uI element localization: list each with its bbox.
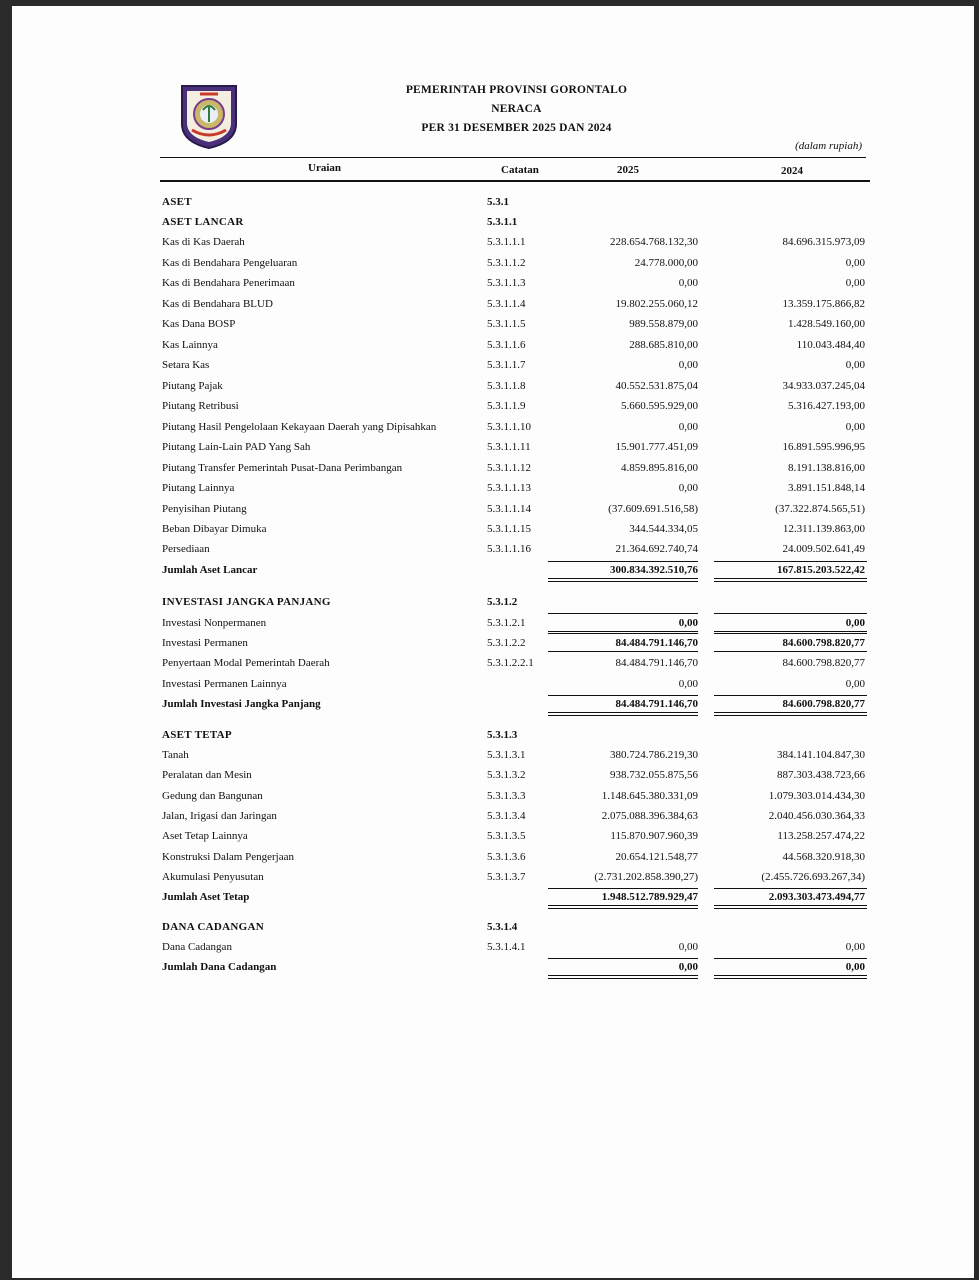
row-note-ref: 5.3.1.2.2.1 bbox=[487, 657, 534, 669]
row-note-ref: 5.3.1.1.14 bbox=[487, 503, 531, 515]
table-row bbox=[0, 462, 979, 478]
table-row bbox=[0, 441, 979, 457]
row-label: ASET bbox=[162, 196, 192, 208]
row-value-2024: 8.191.138.816,00 bbox=[788, 462, 865, 474]
row-value-2024: 0,00 bbox=[845, 277, 865, 289]
row-value-2025: 40.552.531.875,04 bbox=[615, 380, 698, 392]
row-value-2024: 0,00 bbox=[845, 617, 865, 629]
row-value-2024: 44.568.320.918,30 bbox=[782, 851, 865, 863]
row-label: ASET LANCAR bbox=[162, 216, 244, 228]
row-label: Kas di Bendahara Penerimaan bbox=[162, 277, 295, 289]
underline-rule bbox=[548, 613, 698, 614]
row-value-2024: 1.079.303.014.434,30 bbox=[768, 790, 865, 802]
row-note-ref: 5.3.1.1.11 bbox=[487, 441, 531, 453]
table-row bbox=[0, 749, 979, 765]
row-note-ref: 5.3.1 bbox=[487, 196, 509, 208]
row-label: Penyertaan Modal Pemerintah Daerah bbox=[162, 657, 330, 669]
underline-rule bbox=[548, 958, 698, 959]
row-value-2025: 19.802.255.060,12 bbox=[615, 298, 698, 310]
row-value-2025: 0,00 bbox=[678, 617, 698, 629]
row-label: Beban Dibayar Dimuka bbox=[162, 523, 267, 535]
row-note-ref: 5.3.1.3.1 bbox=[487, 749, 526, 761]
section-heading-row bbox=[0, 216, 979, 232]
table-row bbox=[0, 941, 979, 957]
row-value-2024: 84.600.798.820,77 bbox=[782, 698, 865, 710]
column-header-2024: 2024 bbox=[781, 165, 803, 177]
row-label: Piutang Retribusi bbox=[162, 400, 239, 412]
row-value-2025: 1.148.645.380.331,09 bbox=[601, 790, 698, 802]
row-value-2025: 938.732.055.875,56 bbox=[610, 769, 698, 781]
row-note-ref: 5.3.1.1.15 bbox=[487, 523, 531, 535]
row-value-2025: 2.075.088.396.384,63 bbox=[601, 810, 698, 822]
row-note-ref: 5.3.1.3.6 bbox=[487, 851, 526, 863]
row-label: Tanah bbox=[162, 749, 189, 761]
underline-rule bbox=[714, 613, 867, 614]
underline-rule bbox=[548, 975, 698, 979]
row-value-2024: 167.815.203.522,42 bbox=[777, 564, 865, 576]
underline-rule bbox=[714, 712, 867, 716]
row-label: Jumlah Aset Lancar bbox=[162, 564, 258, 576]
row-label: DANA CADANGAN bbox=[162, 921, 264, 933]
row-label: Piutang Transfer Pemerintah Pusat-Dana Perimbangan bbox=[162, 462, 403, 474]
header-bottom-rule bbox=[160, 180, 870, 182]
row-value-2024: 0,00 bbox=[845, 421, 865, 433]
underline-rule bbox=[548, 633, 698, 634]
row-value-2024: 0,00 bbox=[845, 257, 865, 269]
row-note-ref: 5.3.1.1.12 bbox=[487, 462, 531, 474]
row-value-2024: 34.933.037.245,04 bbox=[782, 380, 865, 392]
table-row bbox=[0, 339, 979, 355]
statement-title: NERACA bbox=[491, 103, 542, 115]
row-label: Investasi Permanen bbox=[162, 637, 248, 649]
row-label: INVESTASI JANGKA PANJANG bbox=[162, 596, 331, 608]
row-label: Gedung dan Bangunan bbox=[162, 790, 263, 802]
table-row bbox=[0, 400, 979, 416]
underline-rule bbox=[548, 712, 698, 716]
row-value-2025: (37.609.691.516,58) bbox=[608, 503, 698, 515]
table-row bbox=[0, 421, 979, 437]
row-label: Kas di Bendahara Pengeluaran bbox=[162, 257, 298, 269]
row-value-2025: 84.484.791.146,70 bbox=[615, 698, 698, 710]
row-note-ref: 5.3.1.1.8 bbox=[487, 380, 526, 392]
underline-rule bbox=[714, 975, 867, 979]
underline-rule bbox=[548, 561, 698, 562]
row-label: Kas Lainnya bbox=[162, 339, 218, 351]
row-value-2025: 0,00 bbox=[678, 421, 698, 433]
row-value-2024: 0,00 bbox=[845, 678, 865, 690]
row-note-ref: 5.3.1.2.2 bbox=[487, 637, 526, 649]
row-value-2024: 110.043.484,40 bbox=[796, 339, 865, 351]
row-label: Piutang Lainnya bbox=[162, 482, 235, 494]
row-note-ref: 5.3.1.1 bbox=[487, 216, 518, 228]
row-value-2025: 84.484.791.146,70 bbox=[615, 657, 698, 669]
table-row bbox=[0, 318, 979, 334]
row-value-2025: 0,00 bbox=[678, 359, 698, 371]
statement-period: PER 31 DESEMBER 2025 DAN 2024 bbox=[421, 122, 612, 134]
table-row bbox=[0, 543, 979, 559]
table-row bbox=[0, 657, 979, 673]
row-value-2024: 2.093.303.473.494,77 bbox=[768, 891, 865, 903]
column-header-uraian: Uraian bbox=[308, 162, 341, 174]
table-row bbox=[0, 380, 979, 396]
row-value-2025: 0,00 bbox=[678, 678, 698, 690]
row-value-2024: 887.303.438.723,66 bbox=[777, 769, 865, 781]
row-value-2024: 5.316.427.193,00 bbox=[788, 400, 865, 412]
row-value-2025: 300.834.392.510,76 bbox=[610, 564, 698, 576]
row-note-ref: 5.3.1.3.5 bbox=[487, 830, 526, 842]
row-note-ref: 5.3.1.1.4 bbox=[487, 298, 526, 310]
table-row bbox=[0, 359, 979, 375]
row-value-2024: 16.891.595.996,95 bbox=[782, 441, 865, 453]
table-row bbox=[0, 678, 979, 694]
row-note-ref: 5.3.1.3.4 bbox=[487, 810, 526, 822]
row-label: Investasi Permanen Lainnya bbox=[162, 678, 287, 690]
row-value-2025: 288.685.810,00 bbox=[629, 339, 698, 351]
row-note-ref: 5.3.1.1.3 bbox=[487, 277, 526, 289]
row-value-2024: (37.322.874.565,51) bbox=[775, 503, 865, 515]
row-note-ref: 5.3.1.1.1 bbox=[487, 236, 526, 248]
underline-rule bbox=[714, 578, 867, 582]
row-label: Jalan, Irigasi dan Jaringan bbox=[162, 810, 277, 822]
row-label: Akumulasi Penyusutan bbox=[162, 871, 264, 883]
row-note-ref: 5.3.1.4 bbox=[487, 921, 518, 933]
row-value-2025: 228.654.768.132,30 bbox=[610, 236, 698, 248]
row-value-2025: 1.948.512.789.929,47 bbox=[601, 891, 698, 903]
row-label: Setara Kas bbox=[162, 359, 210, 371]
row-value-2025: 24.778.000,00 bbox=[634, 257, 698, 269]
row-value-2025: 4.859.895.816,00 bbox=[621, 462, 698, 474]
row-note-ref: 5.3.1.4.1 bbox=[487, 941, 526, 953]
row-value-2025: 380.724.786.219,30 bbox=[610, 749, 698, 761]
table-row bbox=[0, 830, 979, 846]
underline-rule bbox=[714, 695, 867, 696]
row-value-2024: 1.428.549.160,00 bbox=[788, 318, 865, 330]
row-value-2025: 115.870.907.960,39 bbox=[610, 830, 698, 842]
row-label: Jumlah Aset Tetap bbox=[162, 891, 250, 903]
row-value-2024: (2.455.726.693.267,34) bbox=[761, 871, 865, 883]
underline-rule bbox=[714, 561, 867, 562]
currency-unit-note: (dalam rupiah) bbox=[795, 140, 862, 152]
header-top-rule bbox=[160, 157, 866, 158]
row-note-ref: 5.3.1.3.2 bbox=[487, 769, 526, 781]
row-label: Kas Dana BOSP bbox=[162, 318, 236, 330]
underline-rule bbox=[714, 633, 867, 634]
row-value-2024: 113.258.257.474,22 bbox=[777, 830, 865, 842]
row-label: ASET TETAP bbox=[162, 729, 232, 741]
row-value-2025: 989.558.879,00 bbox=[629, 318, 698, 330]
row-value-2024: 84.600.798.820,77 bbox=[782, 657, 865, 669]
row-label: Piutang Pajak bbox=[162, 380, 223, 392]
row-value-2024: 3.891.151.848,14 bbox=[788, 482, 865, 494]
row-value-2024: 24.009.502.641,49 bbox=[782, 543, 865, 555]
row-label: Jumlah Investasi Jangka Panjang bbox=[162, 698, 321, 710]
row-value-2024: 84.600.798.820,77 bbox=[782, 637, 865, 649]
row-note-ref: 5.3.1.3.3 bbox=[487, 790, 526, 802]
underline-rule bbox=[714, 905, 867, 909]
table-row bbox=[0, 851, 979, 867]
row-value-2025: 0,00 bbox=[678, 961, 698, 973]
row-value-2025: (2.731.202.858.390,27) bbox=[594, 871, 698, 883]
table-row bbox=[0, 257, 979, 273]
row-value-2025: 15.901.777.451,09 bbox=[615, 441, 698, 453]
row-value-2024: 0,00 bbox=[845, 941, 865, 953]
underline-rule bbox=[548, 631, 698, 632]
government-title: PEMERINTAH PROVINSI GORONTALO bbox=[405, 84, 628, 96]
row-note-ref: 5.3.1.1.10 bbox=[487, 421, 531, 433]
row-value-2024: 0,00 bbox=[845, 359, 865, 371]
row-note-ref: 5.3.1.2.1 bbox=[487, 617, 526, 629]
table-row bbox=[0, 523, 979, 539]
row-label: Konstruksi Dalam Pengerjaan bbox=[162, 851, 294, 863]
row-value-2024: 0,00 bbox=[845, 961, 865, 973]
table-row bbox=[0, 298, 979, 314]
row-label: Peralatan dan Mesin bbox=[162, 769, 252, 781]
row-value-2024: 13.359.175.866,82 bbox=[782, 298, 865, 310]
section-heading-row bbox=[0, 196, 979, 212]
row-note-ref: 5.3.1.1.16 bbox=[487, 543, 531, 555]
row-value-2025: 20.654.121.548,77 bbox=[615, 851, 698, 863]
row-value-2025: 21.364.692.740,74 bbox=[615, 543, 698, 555]
row-label: Piutang Lain-Lain PAD Yang Sah bbox=[162, 441, 311, 453]
table-row bbox=[0, 790, 979, 806]
underline-rule bbox=[548, 578, 698, 582]
underline-rule bbox=[714, 958, 867, 959]
table-row bbox=[0, 482, 979, 498]
row-value-2024: 384.141.104.847,30 bbox=[777, 749, 865, 761]
row-label: Kas di Kas Daerah bbox=[162, 236, 245, 248]
row-label: Kas di Bendahara BLUD bbox=[162, 298, 273, 310]
underline-rule bbox=[714, 888, 867, 889]
underline-rule bbox=[714, 651, 867, 652]
underline-rule bbox=[548, 905, 698, 909]
row-note-ref: 5.3.1.1.5 bbox=[487, 318, 526, 330]
row-value-2025: 0,00 bbox=[678, 277, 698, 289]
underline-rule bbox=[548, 651, 698, 652]
table-row bbox=[0, 769, 979, 785]
row-label: Investasi Nonpermanen bbox=[162, 617, 267, 629]
table-row bbox=[0, 503, 979, 519]
row-label: Jumlah Dana Cadangan bbox=[162, 961, 277, 973]
section-heading-row bbox=[0, 596, 979, 612]
row-label: Dana Cadangan bbox=[162, 941, 232, 953]
row-value-2025: 5.660.595.929,00 bbox=[621, 400, 698, 412]
table-row bbox=[0, 810, 979, 826]
row-label: Penyisihan Piutang bbox=[162, 503, 247, 515]
row-note-ref: 5.3.1.1.9 bbox=[487, 400, 526, 412]
row-value-2024: 84.696.315.973,09 bbox=[782, 236, 865, 248]
table-row bbox=[0, 236, 979, 252]
row-note-ref: 5.3.1.3.7 bbox=[487, 871, 526, 883]
row-label: Persediaan bbox=[162, 543, 210, 555]
row-note-ref: 5.3.1.1.6 bbox=[487, 339, 526, 351]
row-note-ref: 5.3.1.1.13 bbox=[487, 482, 531, 494]
row-value-2024: 12.311.139.863,00 bbox=[782, 523, 865, 535]
table-row bbox=[0, 871, 979, 887]
column-header-2025: 2025 bbox=[617, 164, 639, 176]
row-value-2025: 344.544.334,05 bbox=[629, 523, 698, 535]
row-label: Aset Tetap Lainnya bbox=[162, 830, 248, 842]
column-header-catatan: Catatan bbox=[501, 164, 539, 176]
underline-rule bbox=[714, 631, 867, 632]
row-note-ref: 5.3.1.1.7 bbox=[487, 359, 526, 371]
row-value-2025: 84.484.791.146,70 bbox=[615, 637, 698, 649]
section-heading-row bbox=[0, 729, 979, 745]
row-value-2024: 2.040.456.030.364,33 bbox=[768, 810, 865, 822]
section-heading-row bbox=[0, 921, 979, 937]
row-label: Piutang Hasil Pengelolaan Kekayaan Daerah yang Dipisahkan bbox=[162, 421, 437, 433]
row-note-ref: 5.3.1.3 bbox=[487, 729, 518, 741]
underline-rule bbox=[548, 695, 698, 696]
row-note-ref: 5.3.1.2 bbox=[487, 596, 518, 608]
underline-rule bbox=[548, 888, 698, 889]
row-note-ref: 5.3.1.1.2 bbox=[487, 257, 526, 269]
row-value-2025: 0,00 bbox=[678, 482, 698, 494]
table-row bbox=[0, 277, 979, 293]
row-value-2025: 0,00 bbox=[678, 941, 698, 953]
